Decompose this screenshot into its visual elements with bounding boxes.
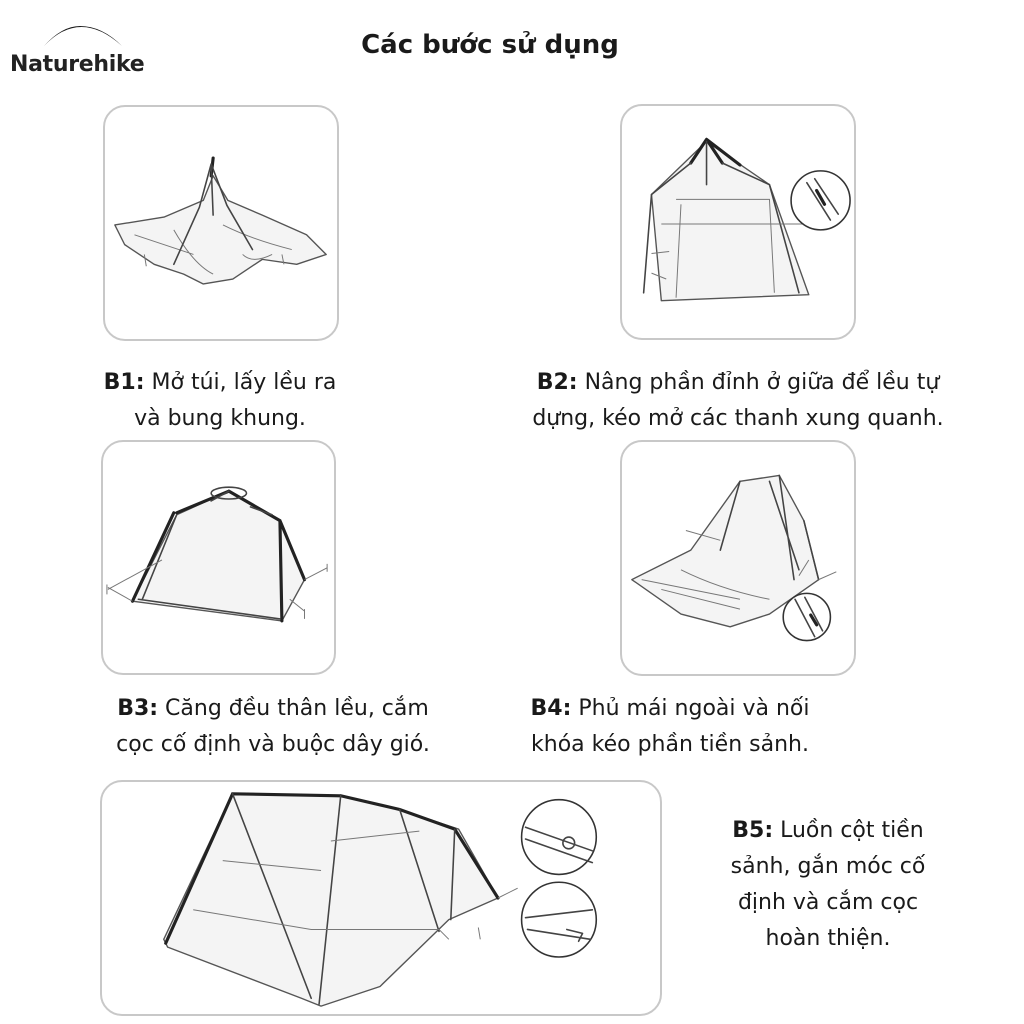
- brand-name: Naturehike: [10, 52, 145, 77]
- step5-illustration: [100, 780, 662, 1016]
- step5-text-line2: sảnh, gắn móc cố: [730, 854, 926, 879]
- step5-text-line4: hoàn thiện.: [765, 926, 891, 951]
- step4-caption: [494, 691, 846, 763]
- page-title: Các bước sử dụng: [361, 30, 619, 60]
- step5-caption: [690, 813, 966, 957]
- step2-label: B2:: [536, 370, 578, 395]
- step4-text-line2: khóa kéo phần tiền sảnh.: [531, 732, 809, 757]
- step5-label: B5:: [732, 818, 774, 843]
- step1-label: B1:: [103, 370, 145, 395]
- step2-illustration: [620, 104, 856, 340]
- step4-illustration: [620, 440, 856, 676]
- step3-text-line2: cọc cố định và buộc dây gió.: [116, 732, 430, 757]
- step2-caption: [490, 365, 986, 437]
- step3-caption: [80, 691, 466, 763]
- step1-text-line1: Mở túi, lấy lều ra: [144, 370, 337, 395]
- step4-text-line1: Phủ mái ngoài và nối: [571, 696, 810, 721]
- step1-illustration: [103, 105, 339, 341]
- step5-text-line1: Luồn cột tiền: [773, 818, 924, 843]
- step3-label: B3:: [117, 696, 159, 721]
- step2-text-line2: dựng, kéo mở các thanh xung quanh.: [532, 406, 944, 431]
- step2-text-line1: Nâng phần đỉnh ở giữa để lều tự: [577, 370, 940, 395]
- step5-text-line3: định và cắm cọc: [737, 890, 919, 915]
- step1-caption: [60, 365, 380, 437]
- step1-text-line2: và bung khung.: [134, 406, 306, 431]
- step4-label: B4:: [530, 696, 572, 721]
- step3-text-line1: Căng đều thân lều, cắm: [158, 696, 429, 721]
- step3-illustration: [101, 440, 336, 675]
